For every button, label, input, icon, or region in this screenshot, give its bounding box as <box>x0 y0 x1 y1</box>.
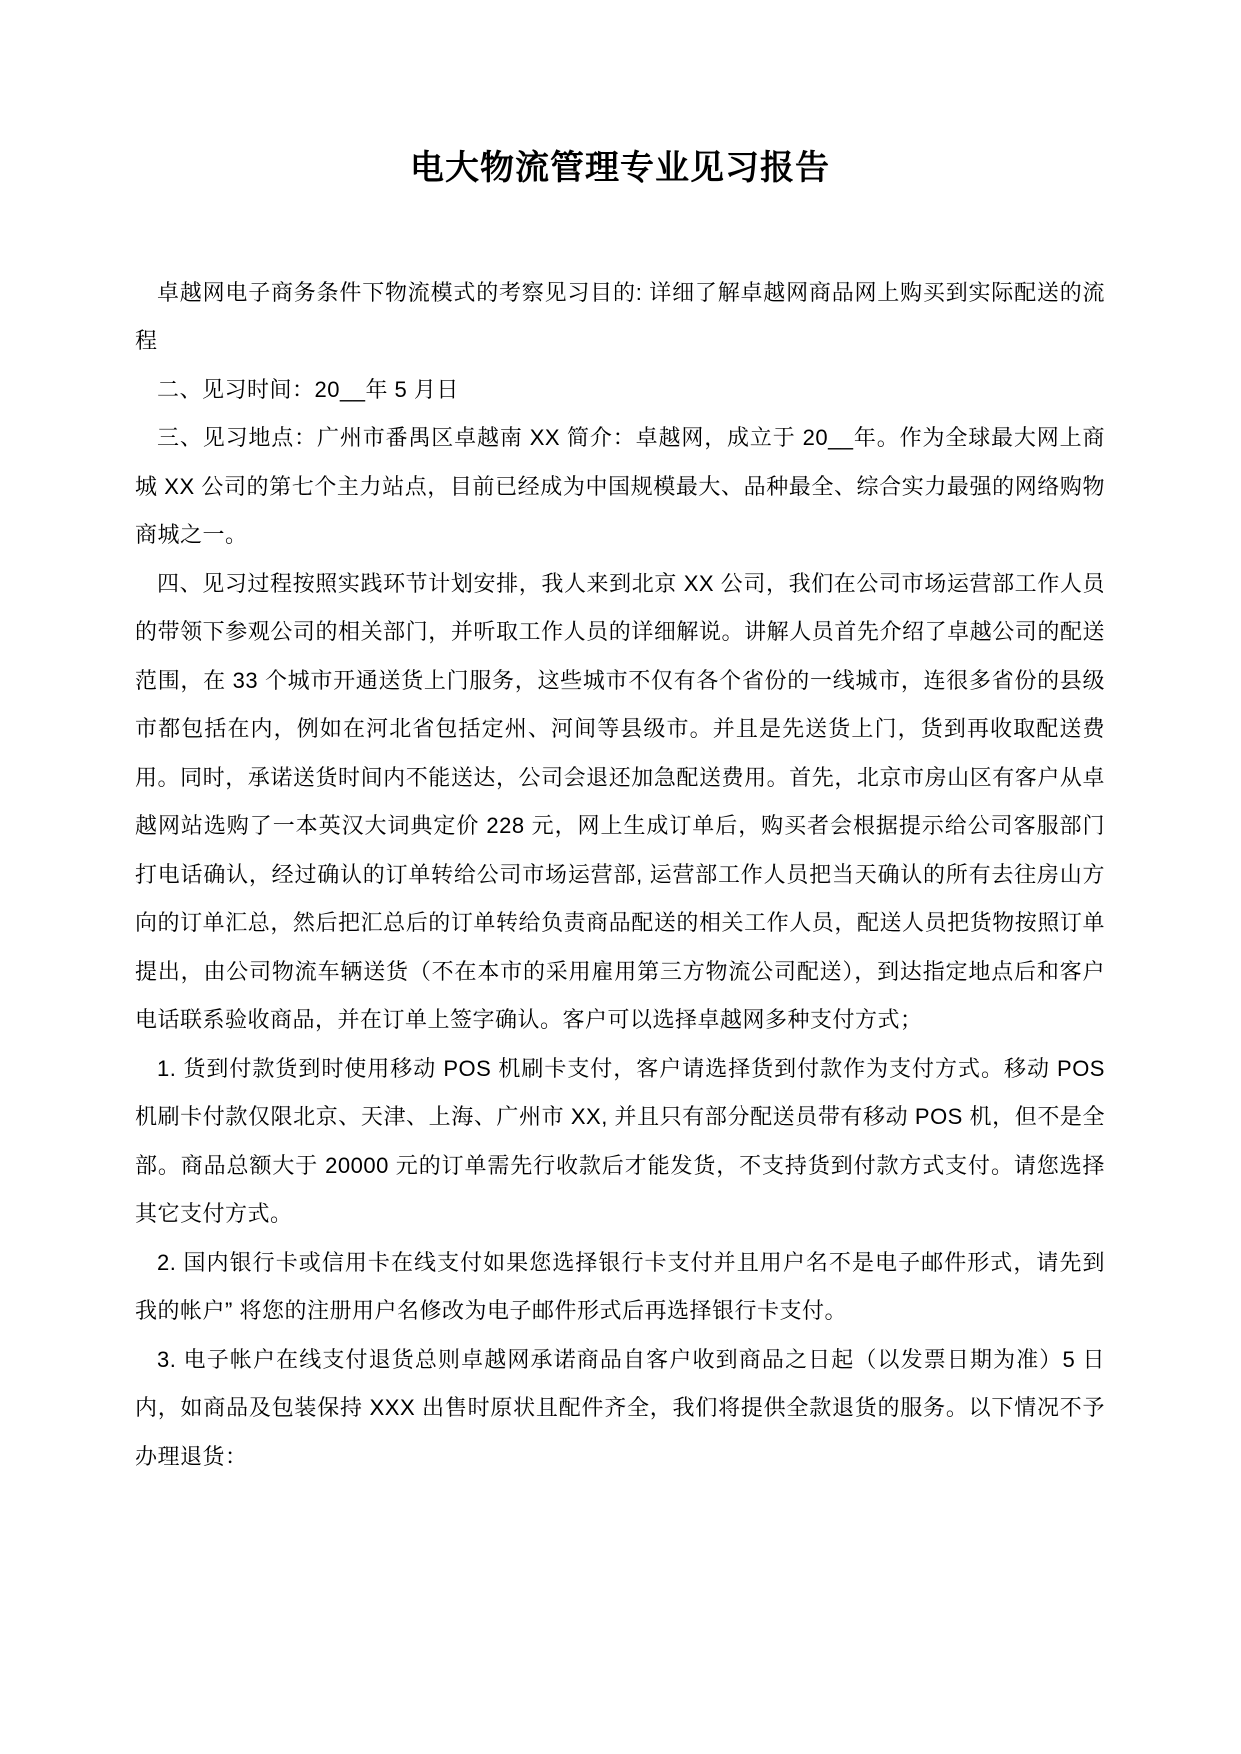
paragraph-intro: 卓越网电子商务条件下物流模式的考察见习目的: 详细了解卓越网商品网上购买到实际配送的流程 <box>135 279 1105 354</box>
paragraph-payment-eaccount: 3. 电子帐户在线支付退货总则卓越网承诺商品自客户收到商品之日起（以发票日期为准）5 日内，如商品及包装保持 XXX 出售时原状且配件齐全，我们将提供全款退货的服务。以下情况不予办理退货： <box>135 1346 1105 1469</box>
paragraph-payment-cod: 1. 货到付款货到时使用移动 POS 机刷卡支付，客户请选择货到付款作为支付方式。移动 POS 机刷卡付款仅限北京、天津、上海、广州市 XX, 并且只有部分配送员带有移动 POS 机，但不是全部。商品总额大于 20000 元的订单需先行收款后才能发货，不支持货到付款方式支付。请您选择其它支付方式。 <box>135 1055 1105 1227</box>
paragraph-time: 二、见习时间：20__年 5 月日 <box>157 376 459 402</box>
paragraph-payment-bankcard: 2. 国内银行卡或信用卡在线支付如果您选择银行卡支付并且用户名不是电子邮件形式，请先到我的帐户” 将您的注册用户名修改为电子邮件形式后再选择银行卡支付。 <box>135 1249 1105 1324</box>
document-title: 电大物流管理专业见习报告 <box>410 149 830 187</box>
paragraph-process: 四、见习过程按照实践环节计划安排，我人来到北京 XX 公司，我们在公司市场运营部工作人员的带领下参观公司的相关部门，并听取工作人员的详细解说。讲解人员首先介绍了卓越公司的配送范围，在 33 个城市开通送货上门服务，这些城市不仅有各个省份的一线城市，连很多省份的县级市都包括在内，例如在河北省包括定州、河间等县级市。并且是先送货上门，货到再收取配送费用。同时，承诺送货时间内不能送达，公司会退还加急配送费用。首先，北京市房山区有客户从卓越网站选购了一本英汉大词典定价 228 元，网上生成订单后，购买者会根据提示给公司客服部门打电话确认，经过确认的订单转给公司市场运营部, 运营部工作人员把当天确认的所有去往房山方向的订单汇总，然后把汇总后的订单转给负责商品配送的相关工作人员，配送人员把货物按照订单提出，由公司物流车辆送货（不在本市的采用雇用第三方物流公司配送），到达指定地点后和客户电话联系验收商品，并在订单上签字确认。客户可以选择卓越网多种支付方式； <box>135 570 1105 1033</box>
document-content <box>135 0 1105 1481</box>
document-body <box>135 269 1105 1482</box>
paragraph-location: 三、见习地点：广州市番禺区卓越南 XX 简介：卓越网，成立于 20__年。作为全球最大网上商城 XX 公司的第七个主力站点，目前已经成为中国规模最大、品种最全、综合实力最强的网络购物商城之一。 <box>135 425 1105 548</box>
